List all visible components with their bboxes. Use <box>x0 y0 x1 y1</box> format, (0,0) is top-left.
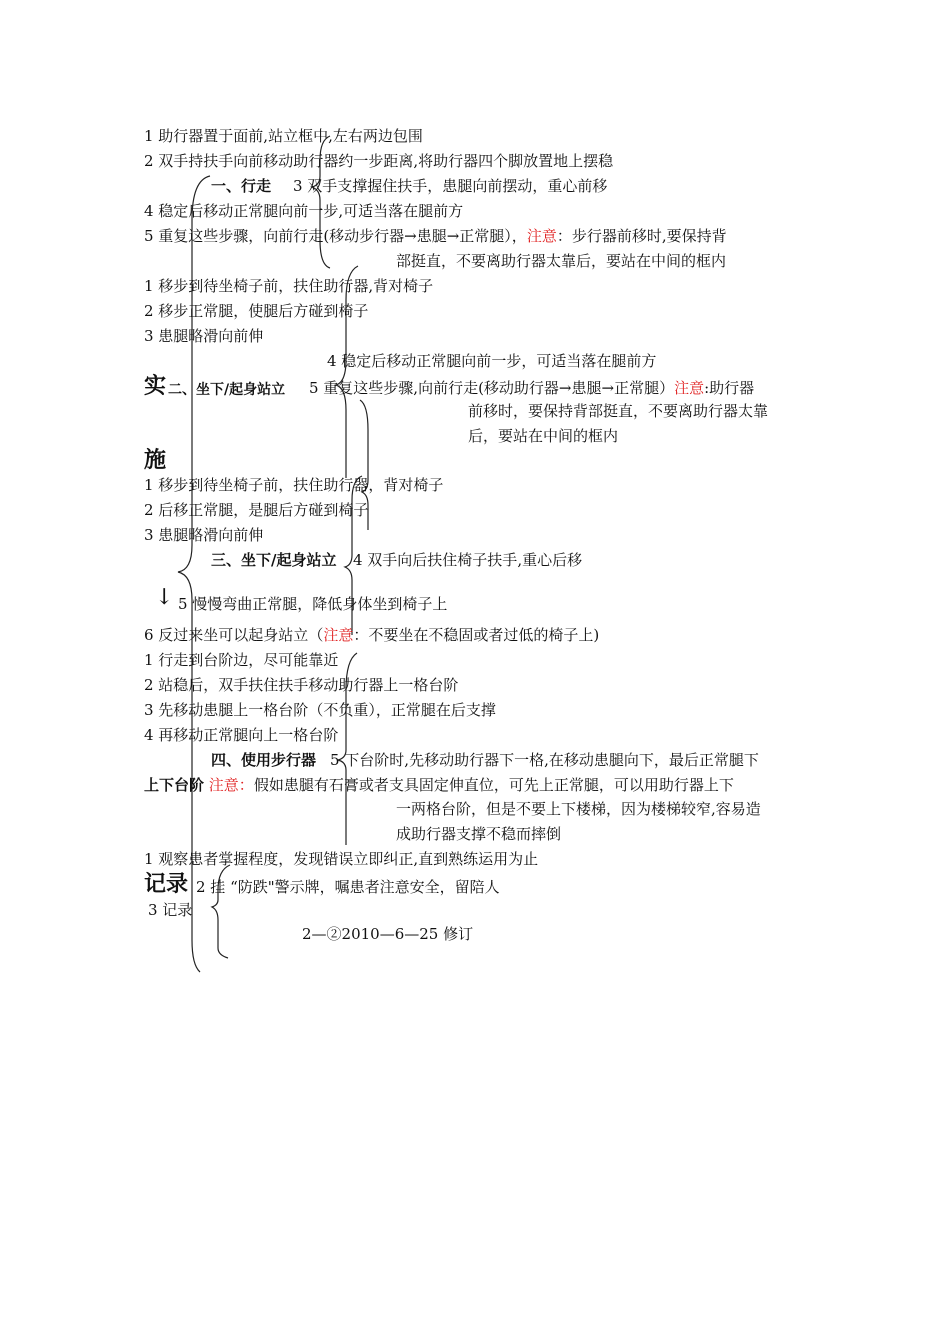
sit2-step-6-a: 6 反过来坐可以起身站立（ <box>144 626 324 644</box>
record-step-2: 2 挂 “防跌"警示牌，嘱患者注意安全，留陪人 <box>196 878 500 896</box>
down-arrow-icon: ↓ <box>155 585 174 610</box>
sit2-step-4: 4 双手向后扶住椅子扶手,重心后移 <box>353 551 583 569</box>
stairs-note-line <box>144 775 734 795</box>
sit-step-5-cont1: 前移时，要保持背部挺直，不要离助行器太靠 <box>468 402 769 420</box>
stairs-heading-2: 上下台阶 <box>144 776 205 794</box>
sit2-note-label: 注意 <box>323 626 354 644</box>
walk-note-label: 注意 <box>526 227 557 245</box>
stairs-step-4: 4 再移动正常腿向上一格台阶 <box>144 726 339 744</box>
stairs-note-label: 注意： <box>208 776 254 794</box>
walk-step-3: 3 双手支撑握住扶手，患腿向前摆动，重心前移 <box>293 177 608 195</box>
stairs-step-1: 1 行走到台阶边，尽可能靠近 <box>144 651 339 669</box>
revision-note: 2—②2010—6—25 修订 <box>302 925 474 943</box>
sit2-step-6-b: ：不要坐在不稳固或者过低的椅子上) <box>353 626 600 644</box>
stairs-note-cont2: 成助行器支撑不稳而摔倒 <box>396 825 562 843</box>
stairs-note-text: 假如患腿有石膏或者支具固定伸直位，可先上正常腿，可以用助行器上下 <box>253 776 734 794</box>
sit2-heading: 三、坐下/起身站立 <box>211 551 337 569</box>
sit2-step-5: 5 慢慢弯曲正常腿，降低身体坐到椅子上 <box>178 595 448 613</box>
walk-heading: 一、行走 <box>211 177 272 195</box>
stairs-step-5: 5 下台阶时,先移动助行器下一格,在移动患腿向下，最后正常腿下 <box>330 751 759 769</box>
sit2-step-2: 2 后移正常腿，是腿后方碰到椅子 <box>144 501 369 519</box>
side-char-shi: 实 <box>144 374 167 399</box>
walk-note-text: ：步行器前移时,要保持背 <box>556 227 727 245</box>
stairs-step-2: 2 站稳后，双手扶住扶手移动助行器上一格台阶 <box>144 676 459 694</box>
walk-step-2: 2 双手持扶手向前移动助行器约一步距离,将助行器四个脚放置地上摆稳 <box>144 152 614 170</box>
sit2-step-1: 1 移步到待坐椅子前，扶住助行器，背对椅子 <box>144 476 444 494</box>
walk-step-5-cont: 部挺直，不要离助行器太靠后，要站在中间的框内 <box>396 252 727 270</box>
walk-step-5-text: 5 重复这些步骤，向前行走(移动步行器→患腿→正常腿）， <box>144 227 527 245</box>
side-char-shi2: 施 <box>144 448 167 473</box>
sit-step-3: 3 患腿略滑向前伸 <box>144 327 264 345</box>
stairs-step-3: 3 先移动患腿上一格台阶（不负重），正常腿在后支撑 <box>144 701 496 719</box>
sit-step-4: 4 稳定后移动正常腿向前一步，可适当落在腿前方 <box>327 352 657 370</box>
stairs-note-cont1: 一两格台阶，但是不要上下楼梯，因为楼梯较窄,容易造 <box>396 800 761 818</box>
sit-note-text: :助行器 <box>704 379 755 397</box>
record-step-3: 3 记录 <box>148 901 193 919</box>
sit-step-5-cont2: 后，要站在中间的框内 <box>468 427 619 445</box>
walk-step-5 <box>144 226 727 246</box>
walk-step-4: 4 稳定后移动正常腿向前一步,可适当落在腿前方 <box>144 202 464 220</box>
sit2-step-6 <box>144 625 599 645</box>
walk-step-1: 1 助行器置于面前,站立框中,左右两边包围 <box>144 127 423 145</box>
sit-heading: 二、坐下/起身站立 <box>168 382 286 398</box>
record-side-label: 记录 <box>144 872 189 897</box>
sit2-step-3: 3 患腿略滑向前伸 <box>144 526 264 544</box>
sit-note-label: 注意 <box>674 379 705 397</box>
sit-step-1: 1 移步到待坐椅子前，扶住助行器,背对椅子 <box>144 277 434 295</box>
sit-step-5 <box>309 378 754 398</box>
record-step-1: 1 观察患者掌握程度，发现错误立即纠正,直到熟练运用为止 <box>144 850 539 868</box>
sit-step-5-text: 5 重复这些步骤,向前行走(移动助行器→患腿→正常腿） <box>309 379 675 397</box>
stairs-heading: 四、使用步行器 <box>211 751 317 769</box>
sit-step-2: 2 移步正常腿，使腿后方碰到椅子 <box>144 302 369 320</box>
